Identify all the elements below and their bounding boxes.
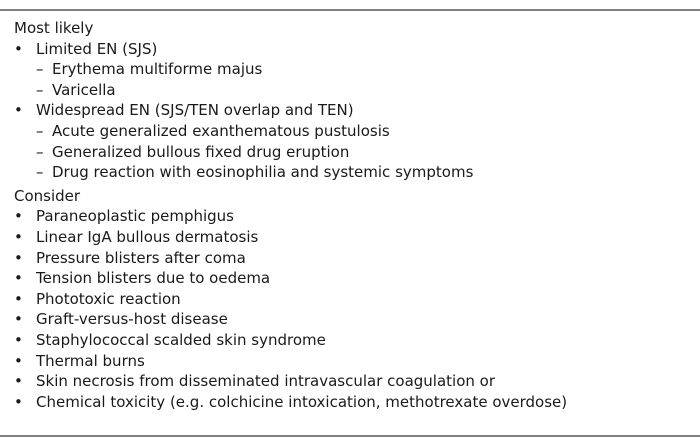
section-heading-consider: Consider [14, 186, 81, 205]
sub-list-item [14, 142, 694, 163]
bullet-marker: • [14, 101, 23, 120]
list-item-text: Pressure blisters after coma [36, 248, 246, 267]
list-item-text: Paraneoplastic pemphigus [36, 207, 234, 226]
list-item [14, 392, 694, 413]
list-item-text: Thermal burns [36, 351, 145, 370]
sub-list-item [14, 59, 694, 80]
list-item [14, 351, 694, 372]
list-item-text: Limited EN (SJS) [36, 39, 158, 58]
list-item [14, 268, 694, 289]
dash-marker: – [36, 163, 44, 182]
list-item [14, 289, 694, 310]
sub-list-item-text: Generalized bullous fixed drug eruption [52, 142, 350, 161]
bullet-marker: • [14, 289, 23, 308]
bullet-marker: • [14, 207, 23, 226]
dash-marker: – [36, 121, 44, 140]
list-item-text: Graft-versus-host disease [36, 310, 228, 329]
list-item [14, 227, 694, 248]
table-content [14, 18, 694, 412]
list-item [14, 248, 694, 269]
list-item [14, 309, 694, 330]
list-item-text: Phototoxic reaction [36, 289, 181, 308]
bullet-marker: • [14, 227, 23, 246]
bullet-marker: • [14, 248, 23, 267]
list-item [14, 371, 694, 392]
list-item [14, 100, 694, 121]
most-likely-list [14, 39, 694, 183]
dash-marker: – [36, 142, 44, 161]
sub-list-item-text: Varicella [52, 80, 116, 99]
list-item-text: Linear IgA bullous dermatosis [36, 227, 259, 246]
list-item-text: Widespread EN (SJS/TEN overlap and TEN) [36, 101, 354, 120]
sub-list-item [14, 121, 694, 142]
sub-list-item-text: Acute generalized exanthematous pustulosis [52, 121, 390, 140]
dash-marker: – [36, 60, 44, 79]
bullet-marker: • [14, 269, 23, 288]
list-item-text: Tension blisters due to oedema [36, 269, 271, 288]
bullet-marker: • [14, 310, 23, 329]
top-rule [0, 9, 700, 11]
bullet-marker: • [14, 351, 23, 370]
sub-list-item [14, 162, 694, 183]
dash-marker: – [36, 80, 44, 99]
sub-list-item-text: Drug reaction with eosinophilia and systemic symptoms [52, 163, 474, 182]
list-item [14, 39, 694, 60]
list-item-text: Chemical toxicity (e.g. colchicine intoxication, methotrexate overdose) [36, 392, 568, 411]
bullet-marker: • [14, 372, 23, 391]
bottom-rule [0, 435, 700, 437]
list-item-text: Skin necrosis from disseminated intravascular coagulation or [36, 372, 496, 391]
section-heading-most-likely: Most likely [14, 19, 94, 37]
bullet-marker: • [14, 39, 23, 58]
list-item [14, 206, 694, 227]
sub-list-item [14, 80, 694, 101]
list-item-text: Staphylococcal scalded skin syndrome [36, 330, 326, 349]
sub-list-item-text: Erythema multiforme majus [52, 60, 263, 79]
list-item [14, 330, 694, 351]
bullet-marker: • [14, 330, 23, 349]
bullet-marker: • [14, 392, 23, 411]
consider-list [14, 206, 694, 412]
